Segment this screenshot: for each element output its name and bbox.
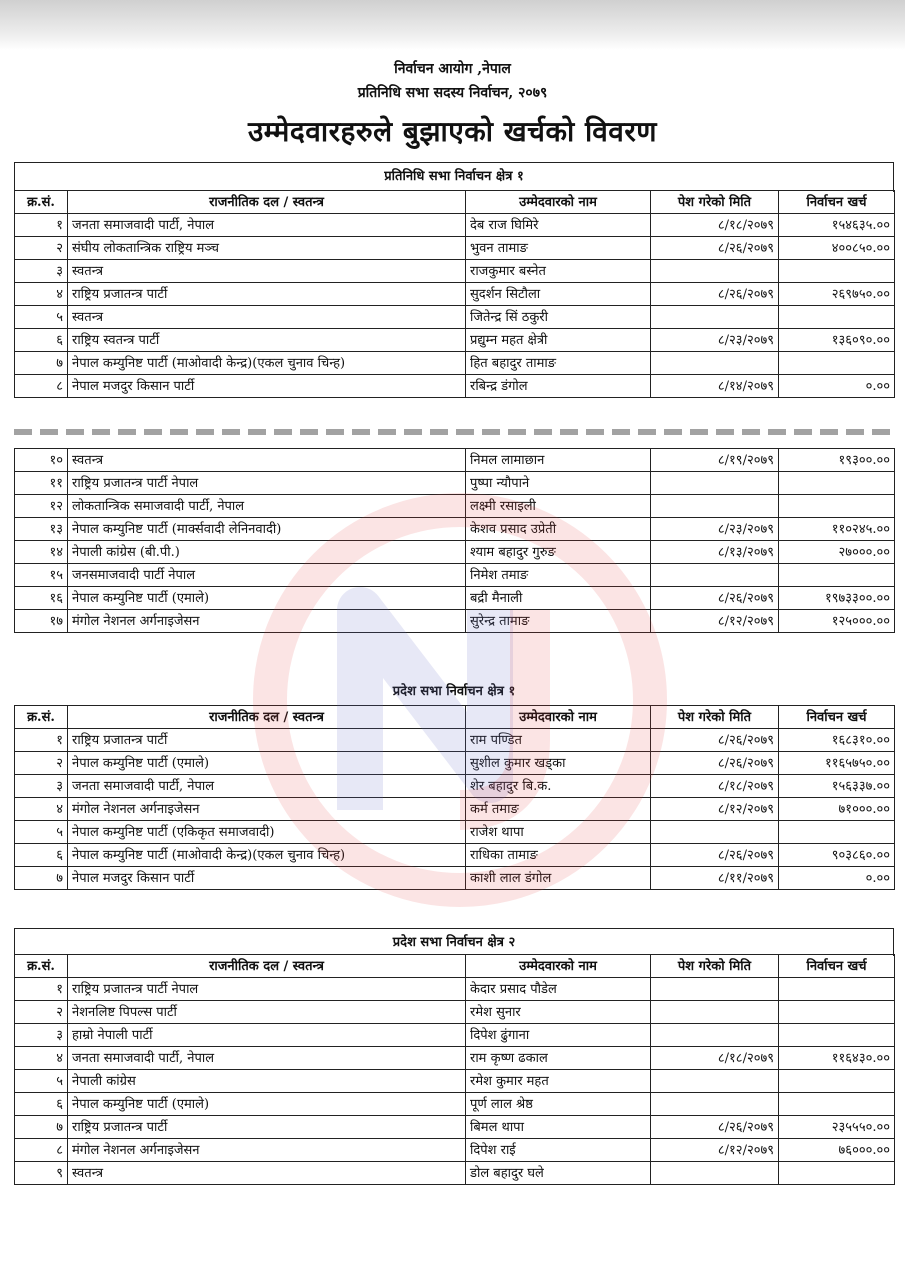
expense-table-prov-2 xyxy=(14,954,895,1185)
cell-serial: ८ xyxy=(15,375,68,398)
cell-party: स्वतन्त्र xyxy=(68,1162,466,1185)
cell-party: हाम्रो नेपाली पार्टी xyxy=(68,1024,466,1047)
col-header-candidate: उम्मेदवारको नाम xyxy=(466,706,651,729)
cell-serial: ४ xyxy=(15,1047,68,1070)
cell-party: जनसमाजवादी पार्टी नेपाल xyxy=(68,564,466,587)
cell-date: ८/१३/२०७९ xyxy=(651,541,779,564)
cell-serial: १५ xyxy=(15,564,68,587)
cell-expense xyxy=(779,352,895,375)
cell-date xyxy=(651,1024,779,1047)
cell-expense: ११६५७५०.०० xyxy=(779,752,895,775)
cell-expense xyxy=(779,564,895,587)
cell-party: राष्ट्रिय प्रजातन्त्र पार्टी xyxy=(68,729,466,752)
cell-serial: ३ xyxy=(15,1024,68,1047)
cell-candidate: दिपेश राई xyxy=(466,1139,651,1162)
table-row xyxy=(15,1070,895,1093)
cell-expense: १९३००.०० xyxy=(779,449,895,472)
table-row xyxy=(15,260,895,283)
cell-expense: १६८३१०.०० xyxy=(779,729,895,752)
cell-expense xyxy=(779,1162,895,1185)
expense-table-hor-1-part-b xyxy=(14,448,895,633)
col-header-party: राजनीतिक दल / स्वतन्त्र xyxy=(68,955,466,978)
cell-date: ८/१२/२०७९ xyxy=(651,798,779,821)
table-row xyxy=(15,821,895,844)
table-row xyxy=(15,867,895,890)
cell-candidate: बिमल थापा xyxy=(466,1116,651,1139)
col-header-party: राजनीतिक दल / स्वतन्त्र xyxy=(68,191,466,214)
cell-serial: ९ xyxy=(15,1162,68,1185)
cell-date: ८/२६/२०७९ xyxy=(651,283,779,306)
cell-serial: ८ xyxy=(15,1139,68,1162)
col-header-date: पेश गरेको मिति xyxy=(651,191,779,214)
cell-expense xyxy=(779,1001,895,1024)
table-row xyxy=(15,375,895,398)
election-name: प्रतिनिधि सभा सदस्य निर्वाचन, २०७९ xyxy=(357,85,548,101)
cell-expense: ०.०० xyxy=(779,375,895,398)
cell-candidate: राजेश थापा xyxy=(466,821,651,844)
section-title-prov-1: प्रदेश सभा निर्वाचन क्षेत्र १ xyxy=(392,684,516,699)
cell-serial: १ xyxy=(15,729,68,752)
table-header-row xyxy=(15,706,895,729)
cell-candidate: राम पण्डित xyxy=(466,729,651,752)
cell-date: ८/२३/२०७९ xyxy=(651,329,779,352)
table-row xyxy=(15,1093,895,1116)
cell-candidate: सुदर्शन सिटौला xyxy=(466,283,651,306)
cell-party: नेपाली कांग्रेस xyxy=(68,1070,466,1093)
cell-date: ८/१२/२०७९ xyxy=(651,610,779,633)
cell-candidate: काशी लाल डंगोल xyxy=(466,867,651,890)
cell-party: नेपाल कम्युनिष्ट पार्टी (एमाले) xyxy=(68,587,466,610)
cell-date xyxy=(651,1070,779,1093)
cell-party: नेपाल कम्युनिष्ट पार्टी (एमाले) xyxy=(68,1093,466,1116)
cell-expense xyxy=(779,260,895,283)
cell-serial: ४ xyxy=(15,283,68,306)
cell-serial: ६ xyxy=(15,844,68,867)
cell-candidate: केशव प्रसाद उप्रेती xyxy=(466,518,651,541)
table-row xyxy=(15,541,895,564)
cell-party: नेपाल कम्युनिष्ट पार्टी (माओवादी केन्द्र)(एकल चुनाव चिन्ह) xyxy=(68,844,466,867)
cell-party: नेपाली कांग्रेस (बी.पी.) xyxy=(68,541,466,564)
cell-party: मंगोल नेशनल अर्गनाइजेसन xyxy=(68,610,466,633)
cell-expense: १५४६३५.०० xyxy=(779,214,895,237)
cell-candidate: देब राज घिमिरे xyxy=(466,214,651,237)
cell-expense: १५६३३७.०० xyxy=(779,775,895,798)
cell-party: नेपाल कम्युनिष्ट पार्टी (एमाले) xyxy=(68,752,466,775)
cell-candidate: सुशील कुमार खड्का xyxy=(466,752,651,775)
cell-date: ८/२६/२०७९ xyxy=(651,844,779,867)
cell-party: जनता समाजवादी पार्टी, नेपाल xyxy=(68,1047,466,1070)
table-row xyxy=(15,1116,895,1139)
col-header-candidate: उम्मेदवारको नाम xyxy=(466,955,651,978)
table-row xyxy=(15,798,895,821)
cell-expense: ९०३८६०.०० xyxy=(779,844,895,867)
cell-serial: १७ xyxy=(15,610,68,633)
cell-date: ८/१८/२०७९ xyxy=(651,775,779,798)
cell-candidate: सुरेन्द्र तामाङ xyxy=(466,610,651,633)
cell-expense: २७०००.०० xyxy=(779,541,895,564)
cell-date: ८/२६/२०७९ xyxy=(651,729,779,752)
cell-expense: ७६०००.०० xyxy=(779,1139,895,1162)
cell-serial: ३ xyxy=(15,775,68,798)
cell-candidate: राम कृष्ण ढकाल xyxy=(466,1047,651,1070)
table-row xyxy=(15,978,895,1001)
cell-candidate: दिपेश ढुंगाना xyxy=(466,1024,651,1047)
cell-party: राष्ट्रिय प्रजातन्त्र पार्टी नेपाल xyxy=(68,472,466,495)
cell-serial: ५ xyxy=(15,1070,68,1093)
cell-serial: १ xyxy=(15,978,68,1001)
cell-party: नेपाल मजदुर किसान पार्टी xyxy=(68,375,466,398)
table-row xyxy=(15,352,895,375)
col-header-sn: क्र.सं. xyxy=(15,706,68,729)
table-row xyxy=(15,610,895,633)
cell-serial: ४ xyxy=(15,798,68,821)
table-row xyxy=(15,1139,895,1162)
cell-party: स्वतन्त्र xyxy=(68,306,466,329)
cell-serial: १ xyxy=(15,214,68,237)
cell-candidate: रमेश सुनार xyxy=(466,1001,651,1024)
cell-party: नेपाल मजदुर किसान पार्टी xyxy=(68,867,466,890)
cell-expense: १२५०००.०० xyxy=(779,610,895,633)
cell-expense xyxy=(779,1093,895,1116)
office-name: निर्वाचन आयोग ,नेपाल xyxy=(394,61,511,77)
cell-date: ८/११/२०७९ xyxy=(651,867,779,890)
table-row xyxy=(15,329,895,352)
cell-candidate: राजकुमार बस्नेत xyxy=(466,260,651,283)
cell-serial: ५ xyxy=(15,821,68,844)
cell-candidate: जितेन्द्र सिं ठकुरी xyxy=(466,306,651,329)
cell-party: राष्ट्रिय प्रजातन्त्र पार्टी नेपाल xyxy=(68,978,466,1001)
cell-date: ८/२६/२०७९ xyxy=(651,237,779,260)
table-row xyxy=(15,214,895,237)
cell-expense: १९७३३००.०० xyxy=(779,587,895,610)
torn-row-strip xyxy=(14,429,894,435)
col-header-sn: क्र.सं. xyxy=(15,191,68,214)
col-header-party: राजनीतिक दल / स्वतन्त्र xyxy=(68,706,466,729)
cell-expense: ७१०००.०० xyxy=(779,798,895,821)
cell-candidate: लक्ष्मी रसाइली xyxy=(466,495,651,518)
cell-party: जनता समाजवादी पार्टी, नेपाल xyxy=(68,775,466,798)
cell-candidate: रबिन्द्र डंगोल xyxy=(466,375,651,398)
cell-date xyxy=(651,472,779,495)
col-header-date: पेश गरेको मिति xyxy=(651,955,779,978)
cell-candidate: केदार प्रसाद पौडेल xyxy=(466,978,651,1001)
cell-party: नेपाल कम्युनिष्ट पार्टी (माओवादी केन्द्र)(एकल चुनाव चिन्ह) xyxy=(68,352,466,375)
col-header-expense: निर्वाचन खर्च xyxy=(779,706,895,729)
cell-serial: ५ xyxy=(15,306,68,329)
cell-expense: ४००८५०.०० xyxy=(779,237,895,260)
table-row xyxy=(15,587,895,610)
cell-expense: ११६४३०.०० xyxy=(779,1047,895,1070)
col-header-candidate: उम्मेदवारको नाम xyxy=(466,191,651,214)
table-row xyxy=(15,1047,895,1070)
cell-serial: ११ xyxy=(15,472,68,495)
cell-date: ८/१२/२०७९ xyxy=(651,1139,779,1162)
cell-candidate: भुवन तामाङ xyxy=(466,237,651,260)
table-row xyxy=(15,844,895,867)
cell-date xyxy=(651,1001,779,1024)
section-title-hor-1: प्रतिनिधि सभा निर्वाचन क्षेत्र १ xyxy=(384,169,524,184)
cell-serial: ३ xyxy=(15,260,68,283)
cell-party: लोकतान्त्रिक समाजवादी पार्टी, नेपाल xyxy=(68,495,466,518)
cell-candidate: हित बहादुर तामाङ xyxy=(466,352,651,375)
cell-date xyxy=(651,1093,779,1116)
table-row xyxy=(15,283,895,306)
cell-date: ८/२६/२०७९ xyxy=(651,587,779,610)
cell-date: ८/१८/२०७९ xyxy=(651,214,779,237)
cell-candidate: शेर बहादुर बि.क. xyxy=(466,775,651,798)
cell-party: नेपाल कम्युनिष्ट पार्टी (एकिकृत समाजवादी) xyxy=(68,821,466,844)
cell-party: स्वतन्त्र xyxy=(68,260,466,283)
cell-party: मंगोल नेशनल अर्गनाइजेसन xyxy=(68,1139,466,1162)
cell-serial: ७ xyxy=(15,1116,68,1139)
expense-table-hor-1-part-a xyxy=(14,190,895,398)
top-shade xyxy=(0,0,905,50)
section-title-prov-2: प्रदेश सभा निर्वाचन क्षेत्र २ xyxy=(392,935,516,950)
cell-serial: २ xyxy=(15,237,68,260)
cell-date xyxy=(651,306,779,329)
cell-serial: १४ xyxy=(15,541,68,564)
cell-serial: १३ xyxy=(15,518,68,541)
cell-party: राष्ट्रिय प्रजातन्त्र पार्टी xyxy=(68,1116,466,1139)
cell-date: ८/१४/२०७९ xyxy=(651,375,779,398)
cell-candidate: डोल बहादुर घले xyxy=(466,1162,651,1185)
cell-date xyxy=(651,352,779,375)
cell-serial: ७ xyxy=(15,867,68,890)
cell-party: जनता समाजवादी पार्टी, नेपाल xyxy=(68,214,466,237)
cell-serial: २ xyxy=(15,752,68,775)
col-header-sn: क्र.सं. xyxy=(15,955,68,978)
cell-party: मंगोल नेशनल अर्गनाइजेसन xyxy=(68,798,466,821)
cell-date xyxy=(651,978,779,1001)
cell-serial: १० xyxy=(15,449,68,472)
cell-candidate: पूर्ण लाल श्रेष्ठ xyxy=(466,1093,651,1116)
table-row xyxy=(15,237,895,260)
cell-serial: ६ xyxy=(15,1093,68,1116)
cell-expense xyxy=(779,821,895,844)
cell-serial: १६ xyxy=(15,587,68,610)
cell-candidate: श्याम बहादुर गुरुङ xyxy=(466,541,651,564)
cell-candidate: कर्म तमाङ xyxy=(466,798,651,821)
cell-date xyxy=(651,821,779,844)
col-header-expense: निर्वाचन खर्च xyxy=(779,955,895,978)
table-row xyxy=(15,1024,895,1047)
cell-date: ८/१८/२०७९ xyxy=(651,1047,779,1070)
cell-expense xyxy=(779,306,895,329)
cell-date xyxy=(651,260,779,283)
table-row xyxy=(15,752,895,775)
cell-candidate: बद्री मैनाली xyxy=(466,587,651,610)
cell-date: ८/२६/२०७९ xyxy=(651,1116,779,1139)
table-row xyxy=(15,449,895,472)
cell-date xyxy=(651,1162,779,1185)
cell-expense xyxy=(779,472,895,495)
cell-serial: १२ xyxy=(15,495,68,518)
cell-candidate: रमेश कुमार महत xyxy=(466,1070,651,1093)
cell-expense xyxy=(779,495,895,518)
col-header-date: पेश गरेको मिति xyxy=(651,706,779,729)
cell-date: ८/२६/२०७९ xyxy=(651,752,779,775)
table-row xyxy=(15,1162,895,1185)
cell-candidate: राधिका तामाङ xyxy=(466,844,651,867)
cell-candidate: निमल लामाछान xyxy=(466,449,651,472)
cell-date: ८/१९/२०७९ xyxy=(651,449,779,472)
cell-party: नेपाल कम्युनिष्ट पार्टी (मार्क्सवादी लेनिनवादी) xyxy=(68,518,466,541)
table-row xyxy=(15,495,895,518)
cell-party: राष्ट्रिय स्वतन्त्र पार्टी xyxy=(68,329,466,352)
cell-candidate: प्रद्युम्न महत क्षेत्री xyxy=(466,329,651,352)
cell-party: राष्ट्रिय प्रजातन्त्र पार्टी xyxy=(68,283,466,306)
table-header-row xyxy=(15,191,895,214)
table-row xyxy=(15,518,895,541)
cell-expense xyxy=(779,1070,895,1093)
cell-serial: ७ xyxy=(15,352,68,375)
cell-candidate: निमेश तमाङ xyxy=(466,564,651,587)
cell-party: संघीय लोकतान्त्रिक राष्ट्रिय मञ्च xyxy=(68,237,466,260)
cell-date: ८/२३/२०७९ xyxy=(651,518,779,541)
cell-candidate: पुष्पा न्यौपाने xyxy=(466,472,651,495)
page-title: उम्मेदवारहरुले बुझाएको खर्चको विवरण xyxy=(247,115,658,148)
table-row xyxy=(15,564,895,587)
cell-expense xyxy=(779,1024,895,1047)
cell-expense: ०.०० xyxy=(779,867,895,890)
cell-party: स्वतन्त्र xyxy=(68,449,466,472)
cell-expense: ११०२४५.०० xyxy=(779,518,895,541)
table-row xyxy=(15,472,895,495)
cell-expense: २६९७५०.०० xyxy=(779,283,895,306)
cell-date xyxy=(651,564,779,587)
cell-serial: २ xyxy=(15,1001,68,1024)
table-row xyxy=(15,306,895,329)
cell-date xyxy=(651,495,779,518)
expense-table-prov-1 xyxy=(14,705,895,890)
table-row xyxy=(15,1001,895,1024)
cell-expense xyxy=(779,978,895,1001)
table-header-row xyxy=(15,955,895,978)
cell-serial: ६ xyxy=(15,329,68,352)
cell-expense: १३६०९०.०० xyxy=(779,329,895,352)
table-row xyxy=(15,729,895,752)
cell-expense: २३५५५०.०० xyxy=(779,1116,895,1139)
table-row xyxy=(15,775,895,798)
col-header-expense: निर्वाचन खर्च xyxy=(779,191,895,214)
cell-party: नेशनलिष्ट पिपल्स पार्टी xyxy=(68,1001,466,1024)
